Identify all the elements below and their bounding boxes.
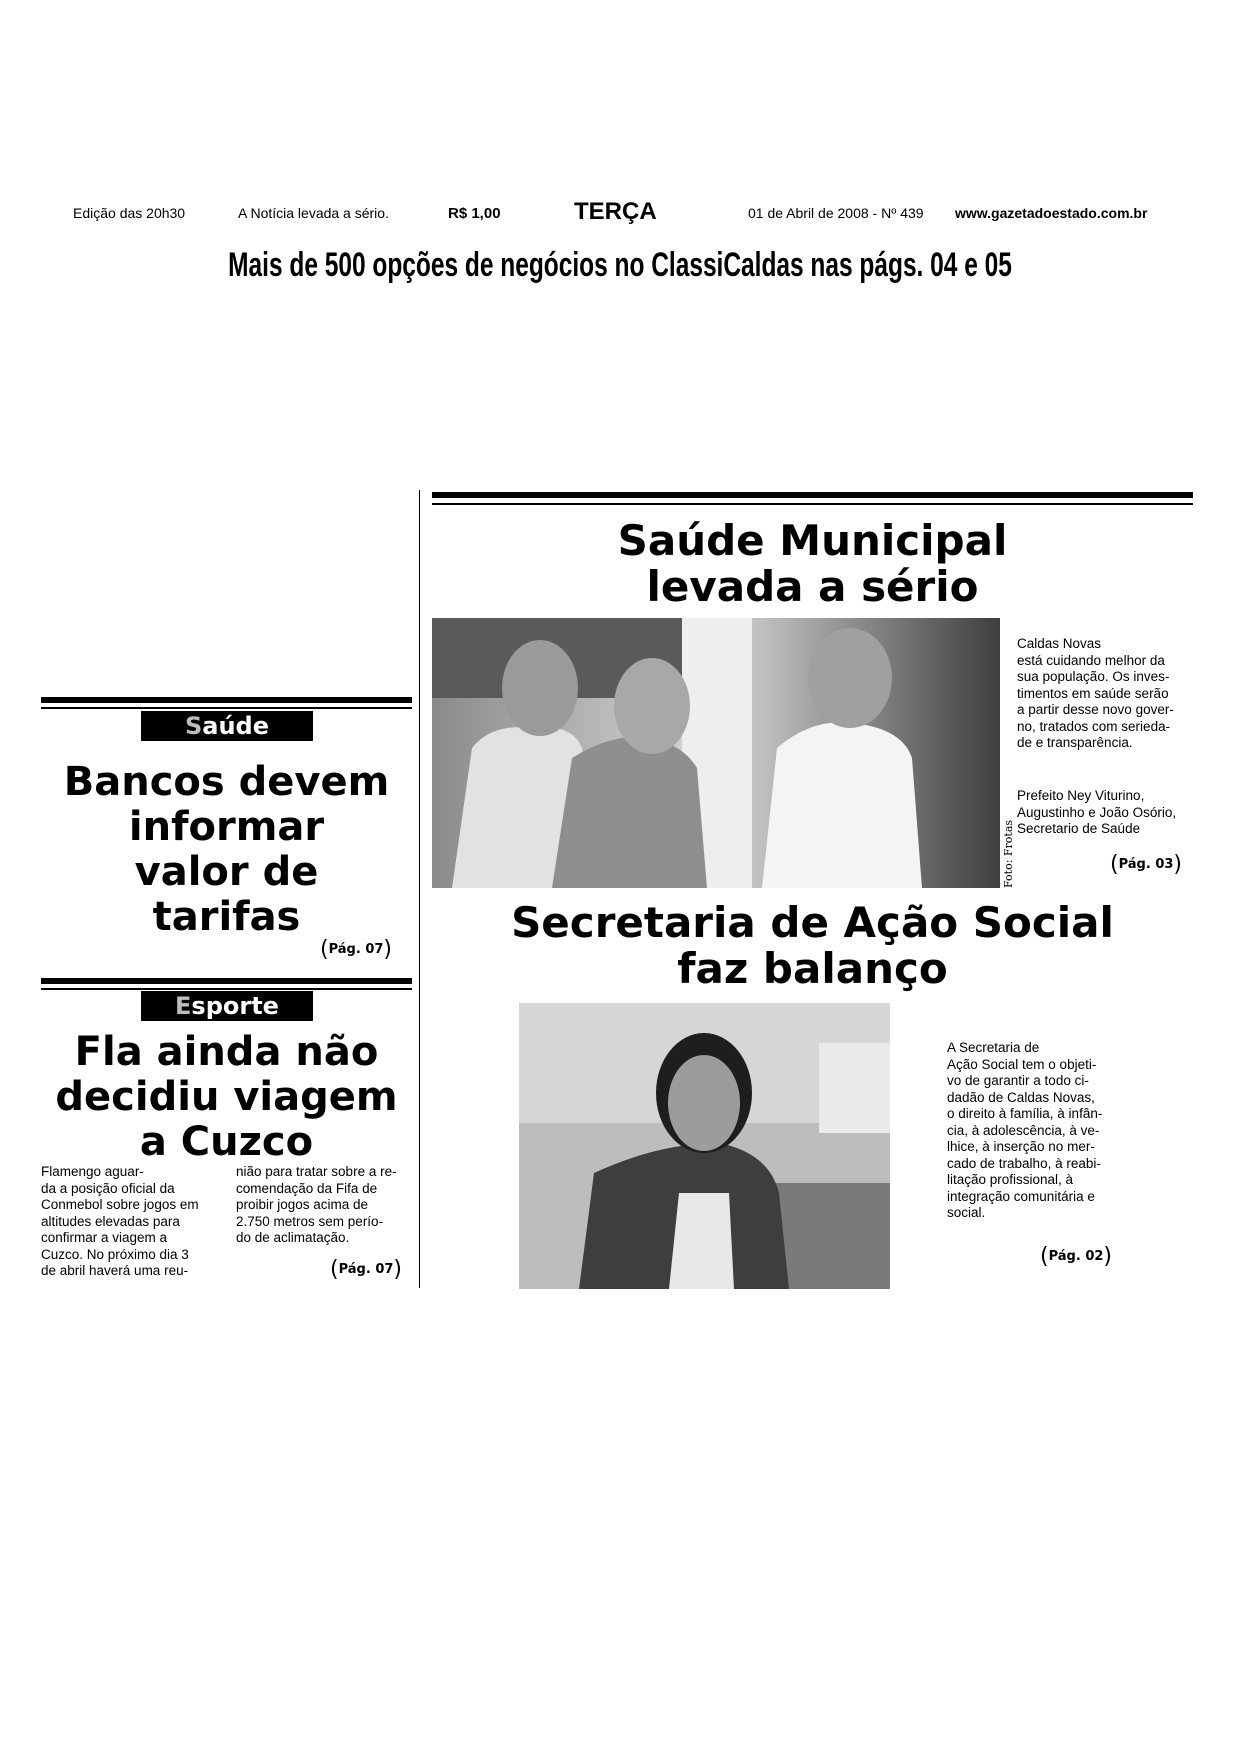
- slogan: A Notícia levada a sério.: [238, 205, 389, 221]
- edition-label: Edição das 20h30: [73, 205, 186, 221]
- page-ref-fla[interactable]: (Pág. 07): [330, 1257, 402, 1282]
- section-rest: aúde: [202, 712, 270, 740]
- price: R$ 1,00: [448, 205, 501, 222]
- date-issue: 01 de Abril de 2008 - Nº 439: [748, 205, 924, 221]
- website: www.gazetadoestado.com.br: [955, 205, 1148, 221]
- section-label-esporte: [141, 991, 313, 1021]
- article-sport-col2: nião para tratar sobre a re- comendação da Fifa de proibir jogos acima de 2.750 metros sem perío- do de aclimatação.: [236, 1164, 397, 1245]
- section-label-saude: [141, 711, 313, 741]
- photo-credit: Foto: Frotas: [1002, 819, 1015, 888]
- page-ref-label: Pág. 03: [1118, 857, 1174, 872]
- column-divider: [419, 490, 420, 1288]
- article-social-body: A Secretaria de Ação Social tem o objeti- vo de garantir a todo ci- dadão de Caldas Novas, o direito à família, à infân- cia, à adolescência, à ve- lhice, à inserção no mer- cado de trabalho, à reabi- litação profissional, à integração comunitária e social.: [947, 1040, 1103, 1220]
- headline-saude-municipal: Saúde Municipal levada a sério: [617, 516, 1008, 611]
- page-ref-label: Pág. 02: [1048, 1249, 1104, 1264]
- section-rest: sporte: [191, 992, 279, 1020]
- section-rule: [41, 707, 412, 709]
- photo-secretary-image: [519, 1003, 890, 1289]
- weekday: TERÇA: [574, 198, 657, 225]
- photo-secretary: [519, 1003, 890, 1289]
- headline-fla: Fla ainda não decidiu viagem a Cuzco: [55, 1029, 398, 1165]
- page-ref-saude[interactable]: (Pág. 03): [1110, 852, 1182, 877]
- section-initial: S: [184, 712, 203, 740]
- page-ref-label: Pág. 07: [338, 1262, 394, 1277]
- section-rule: [41, 978, 412, 984]
- headline-bancos: Bancos devem informar valor de tarifas: [63, 759, 390, 940]
- page-ref-social[interactable]: (Pág. 02): [1040, 1244, 1112, 1269]
- section-rule: [41, 697, 412, 703]
- photo-officials-image: [432, 618, 1000, 888]
- headline-acao-social: Secretaria de Ação Social faz balanço: [511, 898, 1114, 993]
- photo-officials: [432, 618, 1000, 888]
- section-rule: [432, 503, 1193, 505]
- photo-caption: Prefeito Ney Viturino, Augustinho e João Osório, Secretario de Saúde: [1017, 788, 1177, 836]
- page-ref-bancos[interactable]: (Pág. 07): [320, 937, 392, 962]
- article-saude-body: Caldas Novas está cuidando melhor da sua população. Os inves- timentos em saúde serão a partir desse novo gover- no, tratados com seriеda- de e transparência.: [1017, 636, 1174, 750]
- section-initial: E: [175, 992, 192, 1020]
- article-sport-col1: Flamengo aguar- da a posição oficial da Conmebol sobre jogos em altitudes elevadas para confirmar a viagem a Cuzco. No próximo dia 3 de abril haverá uma reu-: [41, 1164, 199, 1278]
- promo-banner: Mais de 500 opções de negócios no ClassiCaldas nas págs. 04 e 05: [228, 246, 1012, 284]
- section-rule: [432, 492, 1193, 498]
- section-rule: [41, 988, 412, 990]
- page-ref-label: Pág. 07: [328, 942, 384, 957]
